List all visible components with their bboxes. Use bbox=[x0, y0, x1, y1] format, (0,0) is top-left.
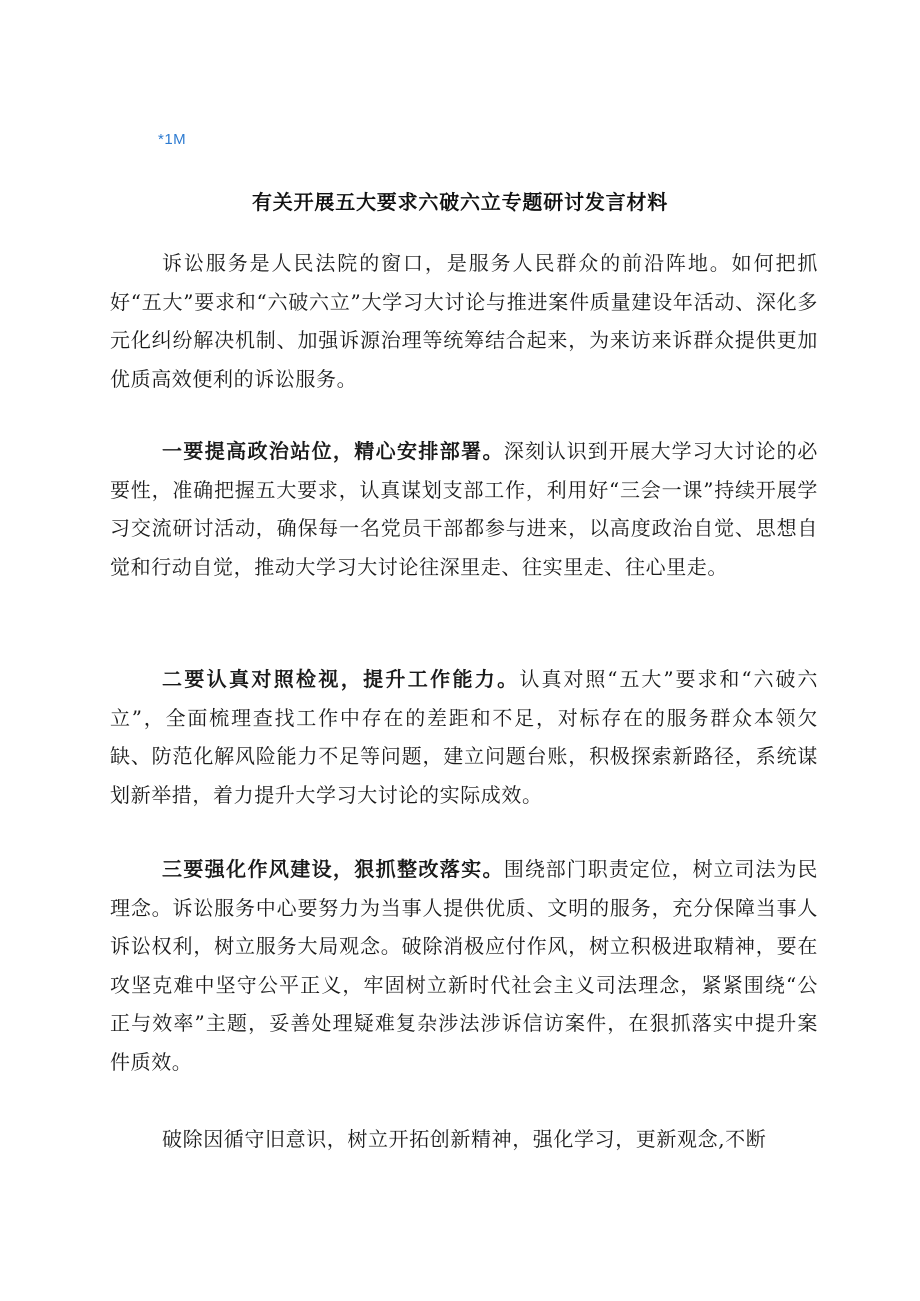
paragraph-text: 诉讼服务是人民法院的窗口，是服务人民群众的前沿阵地。如何把抓好“五大”要求和“六破六立”大学习大讨论与推进案件质量建设年活动、深化多元化纠纷解决机制、加强诉源治理等统筹结合起来，为来访来诉群众提供更加优质高效便利的诉讼服务。 bbox=[110, 251, 818, 391]
paragraph-text: 深刻认识到开展大学习大讨论的必要性，准确把握五大要求，认真谋划支部工作，利用好“三会一课”持续开展学习交流研讨活动，确保每一名党员干部都参与进来，以高度政治自觉、思想自觉和行动自觉，推动大学习大讨论往深里走、往实里走、往心里走。 bbox=[110, 439, 819, 579]
paragraph-point-one bbox=[110, 432, 818, 586]
paragraph-text: 破除因循守旧意识，树立开拓创新精神，强化学习，更新观念,不断 bbox=[162, 1127, 767, 1151]
document-title: 有关开展五大要求六破六立专题研讨发言材料 bbox=[252, 190, 668, 214]
paragraph-lead: 三要强化作风建设，狠抓整改落实。 bbox=[162, 857, 504, 881]
paragraph-point-three bbox=[110, 850, 818, 1081]
paragraph-text: 围绕部门职责定位，树立司法为民理念。诉讼服务中心要努力为当事人提供优质、文明的服务，充分保障当事人诉讼权利，树立服务大局观念。破除消极应付作风，树立积极进取精神，要在攻坚克难中坚守公平正义，牢固树立新时代社会主义司法理念，紧紧围绕“公正与效率”主题，妥善处理疑难复杂涉法涉诉信访案件，在狠抓落实中提升案件质效。 bbox=[110, 857, 819, 1074]
paragraph-lead: 一要提高政治站位，精心安排部署。 bbox=[162, 439, 504, 463]
paragraph-text: 认真对照“五大”要求和“六破六立”，全面梳理查找工作中存在的差距和不足，对标存在的服务群众本领欠缺、防范化解风险能力不足等问题，建立问题台账，积极探索新路径，系统谋划新举措，着力提升大学习大讨论的实际成效。 bbox=[110, 667, 818, 807]
paragraph-point-two bbox=[110, 660, 818, 814]
paragraph-intro bbox=[110, 244, 818, 398]
corner-mark: *1M bbox=[158, 131, 187, 148]
paragraph-lead: 二要认真对照检视，提升工作能力。 bbox=[162, 667, 520, 691]
paragraph-continuation bbox=[110, 1120, 818, 1159]
